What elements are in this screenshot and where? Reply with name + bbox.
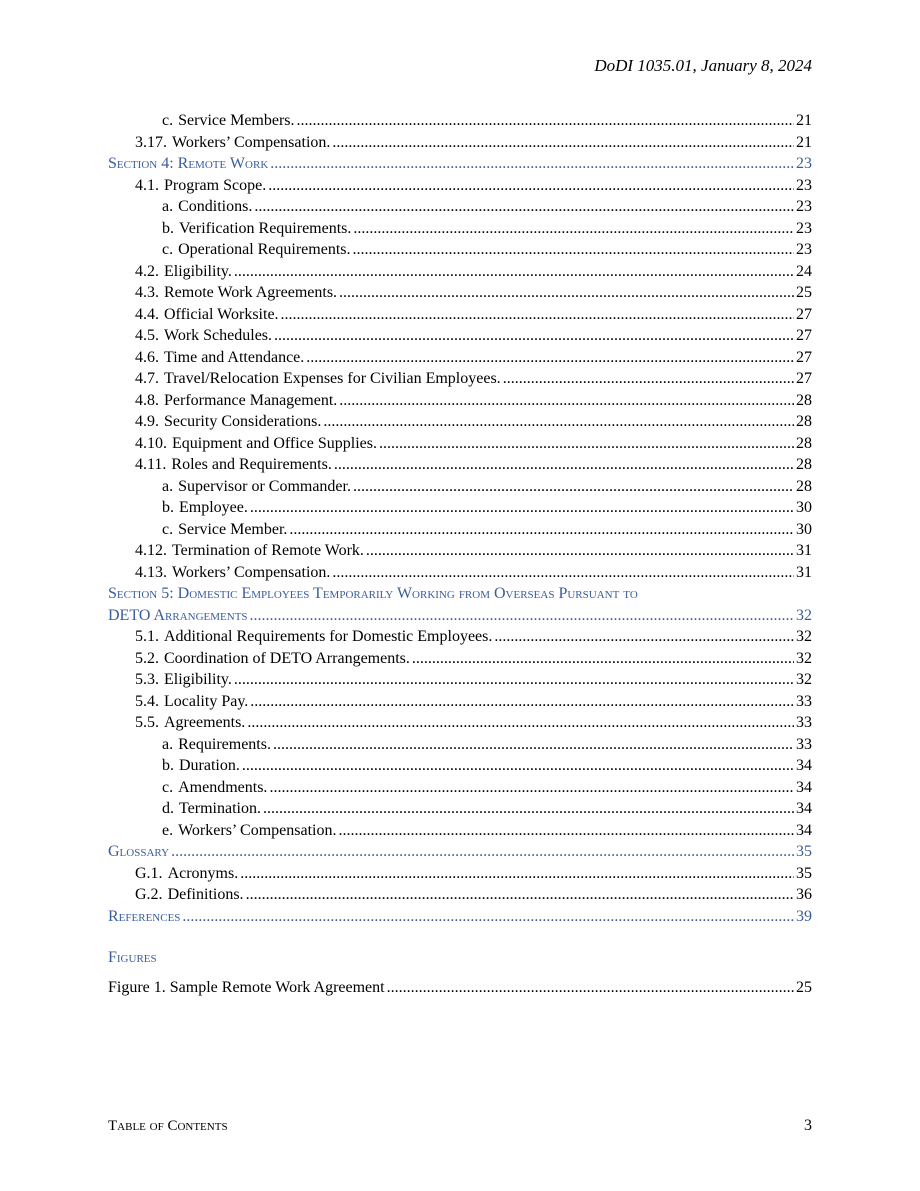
dot-leader bbox=[323, 411, 794, 433]
toc-entry-number: c. bbox=[162, 778, 174, 796]
toc-entry-title: Verification Requirements. bbox=[179, 219, 352, 237]
toc-entry[interactable] bbox=[108, 282, 812, 304]
toc-entry-page: 28 bbox=[796, 477, 812, 495]
toc-section-title: Section 4: Remote Work bbox=[108, 155, 269, 172]
toc-entry-page: 33 bbox=[796, 735, 812, 753]
toc-entry-page: 27 bbox=[796, 348, 812, 366]
toc-entry-page: 27 bbox=[796, 370, 812, 387]
toc-entry[interactable] bbox=[108, 540, 812, 562]
figure-entry-title: Figure 1. Sample Remote Work Agreement bbox=[108, 978, 385, 996]
toc-section-title: DETO Arrangements bbox=[108, 606, 248, 624]
toc-entry-title: Supervisor or Commander. bbox=[178, 477, 351, 495]
toc-entry-page: 34 bbox=[796, 800, 812, 817]
dot-leader bbox=[353, 476, 794, 498]
toc-entry-number: 4.11. bbox=[135, 456, 167, 473]
dot-leader bbox=[171, 841, 794, 863]
figure-entry[interactable] bbox=[108, 977, 812, 999]
toc-entry-number: a. bbox=[162, 477, 174, 495]
toc-entry[interactable] bbox=[108, 110, 812, 132]
page-number: 3 bbox=[804, 1117, 812, 1134]
toc-entry-title: Workers’ Compensation. bbox=[172, 133, 331, 151]
toc-entry-page: 23 bbox=[796, 198, 812, 215]
dot-leader bbox=[240, 863, 794, 885]
dot-leader bbox=[353, 239, 795, 261]
figures-heading: Figures bbox=[108, 949, 157, 966]
toc-entry-title: Amendments. bbox=[178, 778, 268, 796]
toc-entry-number: 4.4. bbox=[135, 305, 159, 323]
toc-entry-page: 32 bbox=[796, 671, 812, 688]
toc-section-5-line1[interactable]: Section 5: Domestic Employees Temporarily Working from Overseas Pursuant to bbox=[108, 585, 638, 602]
toc-entry-page: 34 bbox=[796, 821, 812, 839]
dot-leader bbox=[503, 368, 794, 390]
toc-entry-title: Duration. bbox=[179, 757, 240, 774]
dot-leader bbox=[289, 519, 794, 541]
toc-entry-page: 28 bbox=[796, 391, 812, 409]
dot-leader bbox=[353, 218, 794, 240]
toc-section-page: 32 bbox=[796, 606, 812, 624]
toc-entry-page: 28 bbox=[796, 434, 812, 452]
table-of-contents bbox=[108, 110, 812, 998]
dot-leader bbox=[246, 884, 794, 906]
toc-entry[interactable] bbox=[108, 734, 812, 756]
toc-entry-page: 21 bbox=[796, 112, 812, 129]
dot-leader bbox=[268, 175, 794, 197]
footer-section-label: Table of Contents bbox=[108, 1118, 228, 1134]
toc-entry-page: 32 bbox=[796, 649, 812, 667]
toc-entry-number: 4.13. bbox=[135, 563, 167, 581]
toc-entry-number: 4.5. bbox=[135, 327, 159, 344]
dot-leader bbox=[334, 454, 794, 476]
dot-leader bbox=[250, 497, 794, 519]
toc-entry-page: 27 bbox=[796, 305, 812, 323]
toc-entry-page: 33 bbox=[796, 714, 812, 731]
toc-entry-page: 32 bbox=[796, 628, 812, 645]
toc-entry-number: b. bbox=[162, 219, 174, 237]
toc-entry[interactable] bbox=[108, 175, 812, 197]
toc-entry-number: 4.2. bbox=[135, 262, 159, 280]
toc-entry[interactable] bbox=[108, 712, 812, 734]
toc-entry-title: Termination. bbox=[179, 800, 261, 817]
toc-entry-title: Equipment and Office Supplies. bbox=[172, 434, 377, 452]
toc-entry-number: 5.2. bbox=[135, 649, 159, 667]
dot-leader bbox=[494, 626, 794, 648]
toc-section-page: 23 bbox=[796, 155, 812, 172]
toc-entry-number: 4.6. bbox=[135, 348, 159, 366]
toc-entry-title: Roles and Requirements. bbox=[171, 456, 332, 473]
toc-entry-title: Coordination of DETO Arrangements. bbox=[164, 649, 410, 667]
dot-leader bbox=[242, 755, 794, 777]
toc-entry-title: Additional Requirements for Domestic Employees. bbox=[164, 628, 493, 645]
toc-entry-number: 4.7. bbox=[135, 370, 159, 387]
dot-leader bbox=[263, 798, 794, 820]
toc-references[interactable] bbox=[108, 906, 812, 928]
toc-entry-number: 3.17. bbox=[135, 133, 167, 151]
toc-entry-title: Workers’ Compensation. bbox=[178, 821, 337, 839]
toc-entry[interactable] bbox=[108, 777, 812, 799]
toc-entry[interactable] bbox=[108, 368, 812, 390]
toc-entry[interactable] bbox=[108, 476, 812, 498]
toc-section-title: Glossary bbox=[108, 843, 170, 860]
toc-entry[interactable] bbox=[108, 261, 812, 283]
toc-entry-title: Work Schedules. bbox=[164, 327, 273, 344]
toc-entry-title: Performance Management. bbox=[164, 391, 338, 409]
toc-entry-number: b. bbox=[162, 757, 174, 774]
toc-entry-title: Travel/Relocation Expenses for Civilian Employees. bbox=[164, 370, 501, 387]
toc-entry[interactable] bbox=[108, 218, 812, 240]
toc-entry-title: Agreements. bbox=[164, 714, 246, 731]
figure-entry-page: 25 bbox=[796, 978, 812, 996]
toc-entry-page: 24 bbox=[796, 262, 812, 280]
toc-entry[interactable] bbox=[108, 562, 812, 584]
toc-entry-title: Service Member. bbox=[178, 520, 288, 538]
toc-entry-title: Locality Pay. bbox=[164, 692, 249, 710]
toc-entry-page: 30 bbox=[796, 499, 812, 516]
toc-entry[interactable] bbox=[108, 820, 812, 842]
toc-entry-number: 5.4. bbox=[135, 692, 159, 710]
dot-leader bbox=[254, 196, 794, 218]
toc-section-title: References bbox=[108, 907, 181, 925]
toc-entry-title: Workers’ Compensation. bbox=[172, 563, 331, 581]
dot-leader bbox=[379, 433, 794, 455]
toc-entry-title: Acronyms. bbox=[167, 864, 239, 882]
toc-entry-number: 4.9. bbox=[135, 413, 159, 430]
toc-entry-number: 4.8. bbox=[135, 391, 159, 409]
toc-entry-number: 4.3. bbox=[135, 284, 159, 301]
toc-entry-title: Operational Requirements. bbox=[178, 241, 351, 258]
toc-entry-page: 33 bbox=[796, 692, 812, 710]
toc-entry-page: 34 bbox=[796, 757, 812, 774]
toc-entry-page: 28 bbox=[796, 413, 812, 430]
toc-entry-number: e. bbox=[162, 821, 174, 839]
toc-entry[interactable] bbox=[108, 648, 812, 670]
toc-entry[interactable] bbox=[108, 497, 812, 519]
toc-entry[interactable] bbox=[108, 411, 812, 433]
toc-entry-page: 21 bbox=[796, 133, 812, 151]
toc-entry-number: a. bbox=[162, 198, 174, 215]
toc-entry[interactable] bbox=[108, 390, 812, 412]
toc-entry-title: Employee. bbox=[179, 499, 248, 516]
toc-entry[interactable] bbox=[108, 433, 812, 455]
toc-entry[interactable] bbox=[108, 626, 812, 648]
toc-entry-title: Definitions. bbox=[167, 886, 244, 903]
toc-entry-page: 25 bbox=[796, 284, 812, 301]
toc-entry-title: Remote Work Agreements. bbox=[164, 284, 338, 301]
toc-entry[interactable] bbox=[108, 239, 812, 261]
toc-entry-title: Service Members. bbox=[178, 112, 295, 129]
dot-leader bbox=[297, 110, 794, 132]
toc-entry-page: 34 bbox=[796, 778, 812, 796]
toc-entry-number: 5.5. bbox=[135, 714, 159, 731]
toc-entry-title: Time and Attendance. bbox=[164, 348, 305, 366]
toc-entry-page: 27 bbox=[796, 327, 812, 344]
toc-entry[interactable] bbox=[108, 347, 812, 369]
toc-entry-page: 31 bbox=[796, 542, 812, 559]
toc-entry[interactable] bbox=[108, 132, 812, 154]
toc-entry[interactable] bbox=[108, 755, 812, 777]
dot-leader bbox=[270, 153, 794, 175]
toc-entry-number: 4.12. bbox=[135, 542, 167, 559]
toc-entry-number: 4.10. bbox=[135, 434, 167, 452]
toc-entry[interactable] bbox=[108, 519, 812, 541]
toc-entry[interactable] bbox=[108, 669, 812, 691]
dot-leader bbox=[332, 562, 794, 584]
toc-entry[interactable] bbox=[108, 691, 812, 713]
dot-leader bbox=[182, 906, 794, 928]
dot-leader bbox=[339, 390, 794, 412]
toc-entry-title: Requirements. bbox=[178, 735, 271, 753]
dot-leader bbox=[250, 691, 794, 713]
dot-leader bbox=[387, 977, 794, 999]
toc-entry-number: 4.1. bbox=[135, 176, 159, 194]
toc-entry-title: Program Scope. bbox=[164, 176, 267, 194]
dot-leader bbox=[250, 605, 794, 627]
toc-entry-page: 23 bbox=[796, 176, 812, 194]
toc-entry-number: c. bbox=[162, 241, 174, 258]
document-header: DoDI 1035.01, January 8, 2024 bbox=[594, 56, 812, 75]
toc-entry-number: a. bbox=[162, 735, 174, 753]
dot-leader bbox=[273, 734, 794, 756]
toc-entry-number: 5.3. bbox=[135, 671, 159, 688]
toc-section-4[interactable] bbox=[108, 153, 812, 175]
dot-leader bbox=[247, 712, 794, 734]
dot-leader bbox=[306, 347, 794, 369]
dot-leader bbox=[269, 777, 794, 799]
toc-entry-title: Termination of Remote Work. bbox=[172, 542, 364, 559]
toc-entry-page: 30 bbox=[796, 520, 812, 538]
toc-entry[interactable] bbox=[108, 325, 812, 347]
toc-entry-page: 23 bbox=[796, 219, 812, 237]
toc-glossary[interactable] bbox=[108, 841, 812, 863]
toc-entry-number: G.2. bbox=[135, 886, 163, 903]
toc-entry-page: 28 bbox=[796, 456, 812, 473]
toc-entry[interactable] bbox=[108, 454, 812, 476]
toc-entry[interactable] bbox=[108, 884, 812, 906]
dot-leader bbox=[274, 325, 794, 347]
toc-entry-page: 35 bbox=[796, 864, 812, 882]
toc-entry-number: d. bbox=[162, 800, 174, 817]
toc-entry-title: Security Considerations. bbox=[164, 413, 322, 430]
dot-leader bbox=[339, 820, 795, 842]
dot-leader bbox=[234, 669, 794, 691]
toc-entry-number: c. bbox=[162, 520, 174, 538]
toc-entry-title: Conditions. bbox=[178, 198, 253, 215]
toc-section-5[interactable] bbox=[108, 605, 812, 627]
toc-entry-number: c. bbox=[162, 112, 174, 129]
toc-entry-title: Eligibility. bbox=[164, 262, 232, 280]
toc-entry-page: 36 bbox=[796, 886, 812, 903]
toc-entry-page: 31 bbox=[796, 563, 812, 581]
toc-entry-number: G.1. bbox=[135, 864, 163, 882]
dot-leader bbox=[339, 282, 794, 304]
dot-leader bbox=[281, 304, 794, 326]
toc-entry-number: 5.1. bbox=[135, 628, 159, 645]
toc-section-page: 39 bbox=[796, 907, 812, 925]
toc-section-page: 35 bbox=[796, 843, 812, 860]
dot-leader bbox=[412, 648, 794, 670]
dot-leader bbox=[366, 540, 794, 562]
toc-entry[interactable] bbox=[108, 196, 812, 218]
dot-leader bbox=[234, 261, 794, 283]
toc-entry-title: Eligibility. bbox=[164, 671, 232, 688]
toc-entry[interactable] bbox=[108, 304, 812, 326]
toc-entry[interactable] bbox=[108, 798, 812, 820]
toc-entry[interactable] bbox=[108, 863, 812, 885]
toc-entry-page: 23 bbox=[796, 241, 812, 258]
dot-leader bbox=[332, 132, 794, 154]
toc-entry-number: b. bbox=[162, 499, 174, 516]
toc-entry-title: Official Worksite. bbox=[164, 305, 279, 323]
